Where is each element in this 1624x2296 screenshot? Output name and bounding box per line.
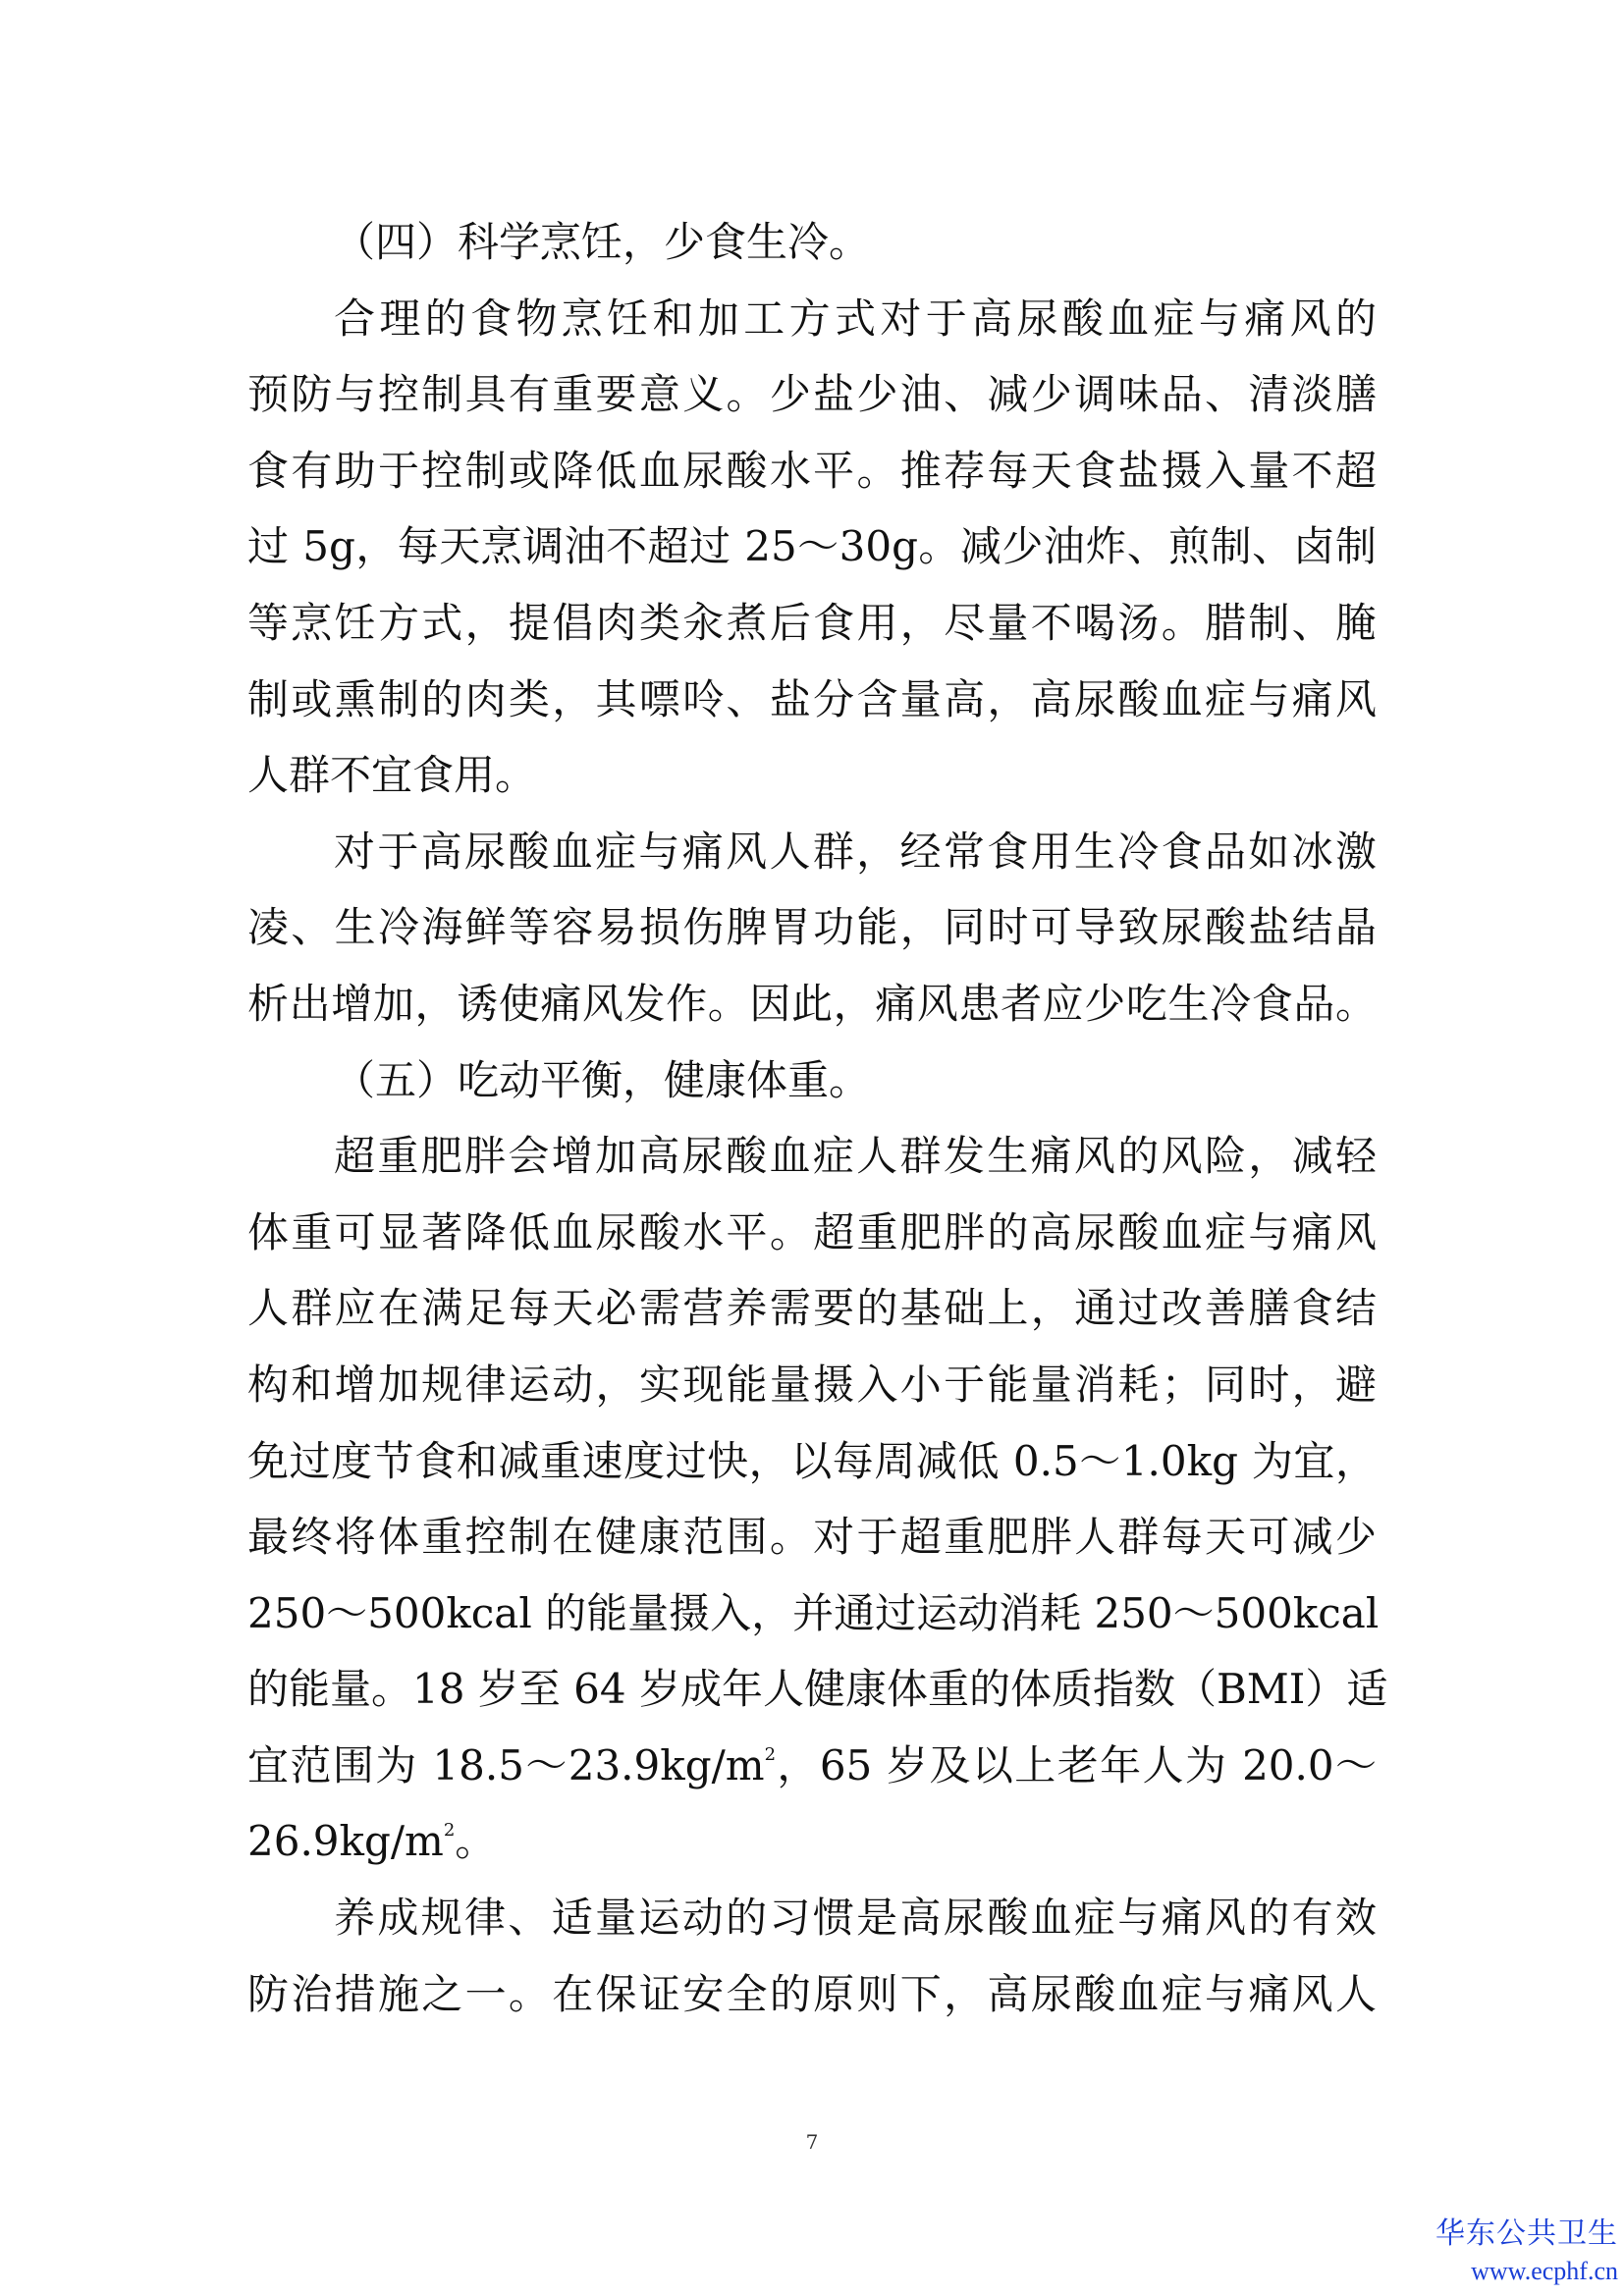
watermark	[1382, 2215, 1618, 2289]
paragraph-line: 体重可显著降低血尿酸水平。超重肥胖的高尿酸血症与痛风	[247, 1207, 1377, 1256]
paragraph-line: 最终将体重控制在健康范围。对于超重肥胖人群每天可减少	[247, 1513, 1377, 1562]
paragraph-line: 250～500kcal 的能量摄入，并通过运动消耗 250～500kcal	[247, 1588, 1380, 1637]
paragraph-line: 预防与控制具有重要意义。少盐少油、减少调味品、清淡膳	[247, 370, 1377, 419]
text-segment: ，65 岁及以上老年人为 20.0～	[776, 1740, 1377, 1789]
text-segment: 。	[455, 1817, 497, 1866]
text-segment: 26.9kg/m	[247, 1817, 444, 1866]
paragraph-line: 防治措施之一。在保证安全的原则下，高尿酸血症与痛风人	[247, 1969, 1377, 2018]
paragraph-line: 凌、生冷海鲜等容易损伤脾胃功能，同时可导致尿酸盐结晶	[247, 903, 1377, 952]
paragraph-line	[247, 1728, 1377, 1804]
paragraph-line: 合理的食物烹饪和加工方式对于高尿酸血症与痛风的	[334, 294, 1377, 343]
watermark-name: 华东公共卫生	[1435, 2216, 1618, 2251]
paragraph-line: 析出增加，诱使痛风发作。因此，痛风患者应少吃生冷食品。	[247, 979, 1377, 1028]
paragraph-line: 构和增加规律运动，实现能量摄入小于能量消耗；同时，避	[247, 1360, 1377, 1409]
paragraph-line: 的能量。18 岁至 64 岁成年人健康体重的体质指数（BMI）适	[247, 1665, 1388, 1714]
document-body	[247, 204, 1388, 2032]
superscript: 2	[443, 1820, 456, 1842]
text-segment: 宜范围为 18.5～23.9kg/m	[247, 1740, 765, 1789]
section-heading-four: （四）科学烹饪，少食生冷。	[334, 218, 871, 266]
section-heading-five: （五）吃动平衡，健康体重。	[334, 1055, 871, 1104]
paragraph-line: 制或熏制的肉类，其嘌呤、盐分含量高，高尿酸血症与痛风	[247, 674, 1377, 723]
paragraph-line: 等烹饪方式，提倡肉类汆煮后食用，尽量不喝汤。腊制、腌	[247, 598, 1377, 647]
paragraph-line	[247, 1803, 1377, 1880]
paragraph-line: 食有助于控制或降低血尿酸水平。推荐每天食盐摄入量不超	[247, 446, 1377, 495]
paragraph-line: 对于高尿酸血症与痛风人群，经常食用生冷食品如冰激	[334, 827, 1377, 876]
paragraph-line: 过 5g，每天烹调油不超过 25～30g。减少油炸、煎制、卤制	[247, 522, 1377, 571]
watermark-url: www.ecphf.cn	[1471, 2257, 1618, 2285]
superscript: 2	[764, 1743, 777, 1765]
paragraph-line: 人群不宜食用。	[247, 751, 537, 800]
paragraph-line: 人群应在满足每天必需营养需要的基础上，通过改善膳食结	[247, 1284, 1377, 1333]
paragraph-line: 养成规律、适量运动的习惯是高尿酸血症与痛风的有效	[334, 1894, 1377, 1943]
paragraph-line: 超重肥胖会增加高尿酸血症人群发生痛风的风险，减轻	[334, 1132, 1377, 1181]
paragraph-line: 免过度节食和减重速度过快，以每周减低 0.5～1.0kg 为宜，	[247, 1436, 1377, 1485]
page-number: 7	[805, 2130, 819, 2154]
